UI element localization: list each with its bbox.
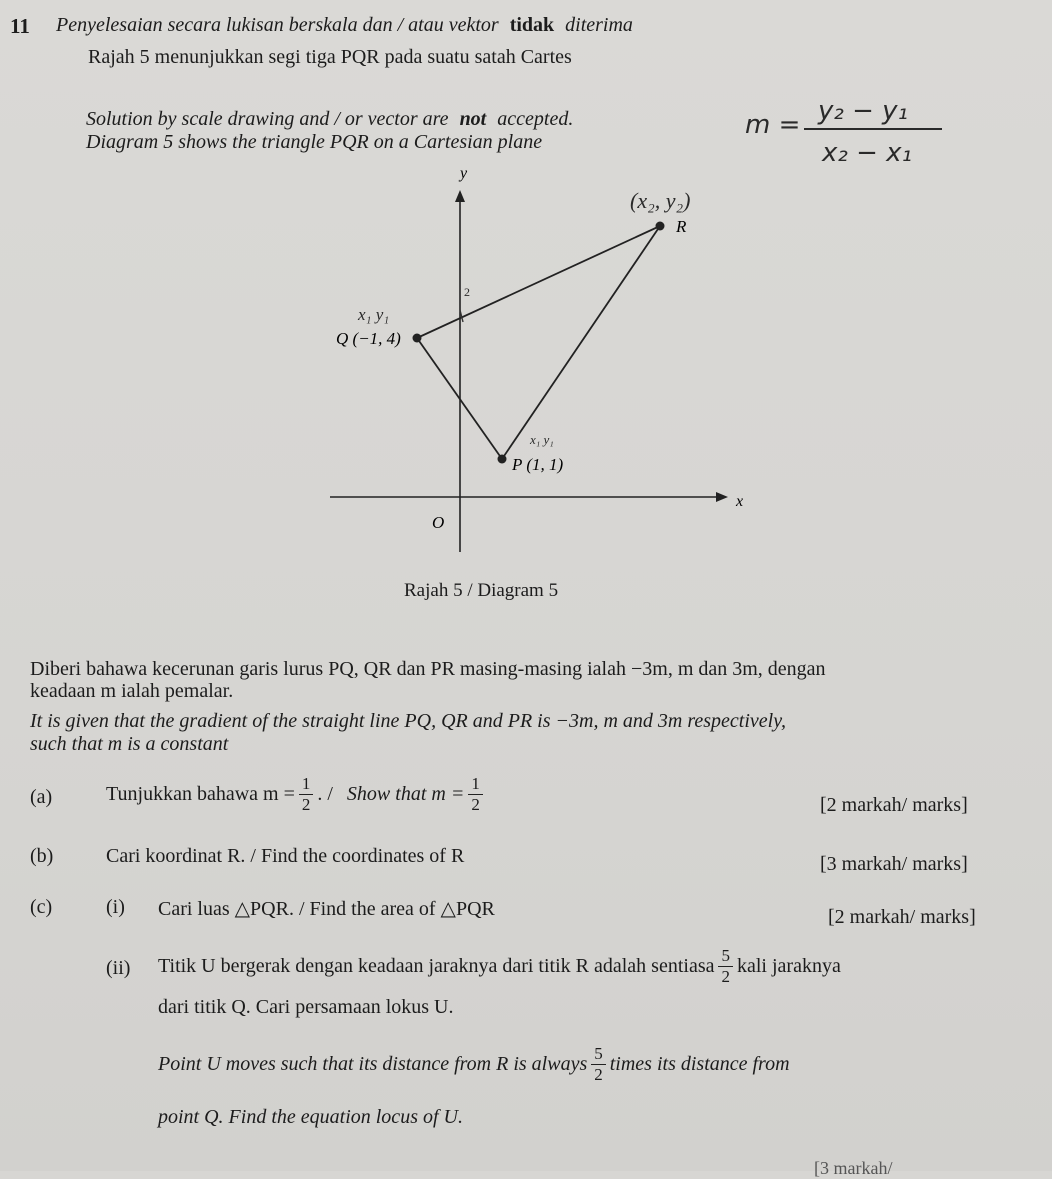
part-cii-malay-line-1: Titik U bergerak dengan keadaan jaraknya dari titik R adalah sentiasa $\frac{5}{2}$ kali jaraknya <box>158 946 841 986</box>
handwritten-gradient-m: m = <box>745 110 801 140</box>
part-b-text: Cari koordinat R. / Find the coordinates of R <box>106 845 465 867</box>
handwritten-mark: 2 <box>464 285 470 299</box>
point-p-label: P (1, 1) <box>512 455 564 474</box>
handwritten-p-coords: x₁ y₁ <box>530 432 554 447</box>
part-a-fraction-english: $\frac{1}{2}$ <box>468 774 483 815</box>
part-cii-english-line-2: point Q. Find the equation locus of U. <box>158 1106 463 1128</box>
part-ci-label: (i) <box>106 896 125 918</box>
part-a-text: Tunjukkan bahawa m = $\frac{1}{2}$ . / Show that m = $\frac{1}{2}$ <box>106 774 487 815</box>
part-cii-english-line-1: Point U moves such that its distance from R is always $\frac{5}{2}$ times its distance from <box>158 1044 790 1084</box>
intro-malay-line-1: Penyelesaian secara lukisan berskala dan / atau vektor tidak diterima <box>56 14 633 36</box>
y-axis-label: y <box>460 165 468 182</box>
part-cii-malay-line-2: dari titik Q. Cari persamaan lokus U. <box>158 996 454 1018</box>
point-p <box>498 455 507 464</box>
part-a-label: (a) <box>30 786 53 808</box>
question-number: 11 <box>10 14 30 38</box>
part-ci-marks: [2 markah/ marks] <box>828 906 976 928</box>
handwritten-q-coords: x₁ y₁ <box>358 305 390 324</box>
part-b-marks: [3 markah/ marks] <box>820 853 968 875</box>
given-english-line-1: It is given that the gradient of the straight line PQ, QR and PR is −3m, m and 3m respectively, <box>30 710 786 732</box>
line-qr <box>417 226 660 338</box>
origin-label: O <box>432 513 445 532</box>
x-axis-label: x <box>736 493 744 510</box>
part-cii-fraction-english: $\frac{5}{2}$ <box>591 1044 606 1085</box>
footer-marks: [3 markah/ <box>814 1158 893 1178</box>
part-c-label: (c) <box>30 896 53 918</box>
handwritten-gradient-numerator: y₂ − y₁ <box>818 96 908 126</box>
part-ci-text: Cari luas △PQR. / Find the area of △PQR <box>158 898 495 920</box>
intro-english-line-1: Solution by scale drawing and / or vector are not accepted. <box>86 108 574 130</box>
part-a-fraction: $\frac{1}{2}$ <box>299 774 314 815</box>
handwritten-fraction-bar <box>804 128 942 130</box>
y-axis-arrow <box>455 190 465 202</box>
part-a-marks: [2 markah/ marks] <box>820 794 968 816</box>
cartesian-diagram <box>300 160 780 560</box>
given-english-line-2: such that m is a constant <box>30 733 229 755</box>
point-r <box>656 222 665 231</box>
given-malay-line-1: Diberi bahawa kecerunan garis lurus PQ, QR dan PR masing-masing ialah −3m, m dan 3m, dengan <box>30 658 826 680</box>
point-r-label: R <box>676 217 687 236</box>
part-cii-label: (ii) <box>106 957 131 979</box>
diagram-caption: Rajah 5 / Diagram 5 <box>404 580 559 601</box>
part-cii-fraction: $\frac{5}{2}$ <box>718 946 733 987</box>
handwritten-r-coords: (x₂, y₂) <box>630 188 691 213</box>
line-rp <box>502 226 660 459</box>
intro-malay-line-2: Rajah 5 menunjukkan segi tiga PQR pada suatu satah Cartes <box>88 46 572 68</box>
handwritten-gradient-denominator: x₂ − x₁ <box>822 138 912 168</box>
intro-english-line-2: Diagram 5 shows the triangle PQR on a Cartesian plane <box>86 131 543 153</box>
point-q-label: Q (−1, 4) <box>336 329 401 348</box>
part-b-label: (b) <box>30 845 54 867</box>
point-q <box>413 334 422 343</box>
x-axis-arrow <box>716 492 728 502</box>
given-malay-line-2: keadaan m ialah pemalar. <box>30 680 234 702</box>
